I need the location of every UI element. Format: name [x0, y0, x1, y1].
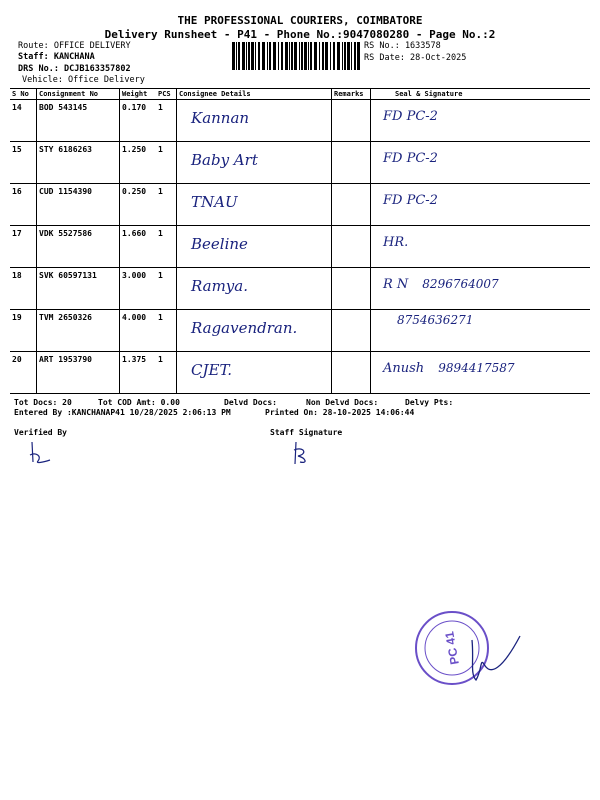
row-pcs: 1 [156, 226, 177, 268]
barcode-bar [294, 42, 297, 70]
col-seal: Seal & Signature [371, 89, 591, 100]
consignee-handwriting: TNAU [191, 193, 238, 211]
row-consignee [177, 226, 332, 268]
row-weight: 1.250 [120, 142, 157, 184]
barcode-bar [251, 42, 254, 70]
row-consignment-no: STY 6186263 [37, 142, 120, 184]
row-weight: 1.375 [120, 352, 157, 394]
row-consignee [177, 352, 332, 394]
barcode-bar [289, 42, 290, 70]
row-consignee [177, 100, 332, 142]
barcode-bar [236, 42, 237, 70]
row-sno: 19 [10, 310, 37, 352]
row-remarks [332, 268, 371, 310]
barcode-bar [322, 42, 324, 70]
row-consignee [177, 268, 332, 310]
phone-handwriting: 8296764007 [422, 277, 499, 291]
row-weight: 0.170 [120, 100, 157, 142]
row-sno: 17 [10, 226, 37, 268]
table-header-row [10, 89, 590, 100]
seal-handwriting: R N [383, 277, 409, 292]
consignee-handwriting: Baby Art [191, 151, 258, 169]
row-pcs: 1 [156, 184, 177, 226]
barcode-bar [337, 42, 340, 70]
table-row [10, 352, 590, 394]
row-sno: 20 [10, 352, 37, 394]
verified-by-label: Verified By [14, 428, 67, 437]
rs-no-label: RS No.: 1633578 [364, 41, 441, 51]
row-seal [371, 184, 591, 226]
barcode-bar [238, 42, 240, 70]
row-consignment-no: VDK 5527586 [37, 226, 120, 268]
barcode-bar [357, 42, 360, 70]
col-remarks: Remarks [332, 89, 371, 100]
barcode-bar [351, 42, 352, 70]
barcode-bar [291, 42, 293, 70]
stamp-signature [450, 630, 530, 690]
barcode-bar [269, 42, 271, 70]
col-consignee: Consignee Details [177, 89, 332, 100]
seal-handwriting: FD PC-2 [383, 109, 438, 124]
row-remarks [332, 352, 371, 394]
drs-label: DRS No.: DCJB163357802 [18, 64, 131, 74]
barcode-bar [325, 42, 328, 70]
barcode-bar [281, 42, 283, 70]
barcode-bar [299, 42, 300, 70]
row-consignment-no: SVK 60597131 [37, 268, 120, 310]
consignee-handwriting: Beeline [191, 235, 248, 253]
row-seal [371, 226, 591, 268]
row-weight: 0.250 [120, 184, 157, 226]
barcode-bar [267, 42, 268, 70]
consignee-handwriting: Ragavendran. [191, 319, 298, 337]
table-row [10, 310, 590, 352]
runsheet-title: Delivery Runsheet - P41 - Phone No.:9047080280 - Page No.:2 [104, 28, 496, 41]
row-weight: 3.000 [120, 268, 157, 310]
seal-handwriting: FD PC-2 [383, 151, 438, 166]
staff-signature-label: Staff Signature [270, 428, 343, 437]
printed-on: Printed On: 28-10-2025 14:06:44 [265, 408, 415, 417]
row-pcs: 1 [156, 100, 177, 142]
row-consignment-no: CUD 1154390 [37, 184, 120, 226]
seal-handwriting: HR. [383, 235, 409, 250]
delvy-pts: Delvy Pts: [405, 398, 454, 407]
barcode-bar [333, 42, 335, 70]
vehicle-label: Vehicle: Office Delivery [22, 75, 145, 85]
barcode-bar [330, 42, 331, 70]
row-sno: 18 [10, 268, 37, 310]
row-remarks [332, 100, 371, 142]
col-pcs: PCS [156, 89, 177, 100]
col-sno: S No [10, 89, 37, 100]
row-remarks [332, 142, 371, 184]
staff-signature [288, 440, 314, 466]
company-title: THE PROFESSIONAL COURIERS, COIMBATORE [177, 14, 423, 27]
barcode [232, 42, 360, 70]
barcode-bar [255, 42, 256, 70]
seal-handwriting: Anush [383, 361, 425, 376]
table-row [10, 142, 590, 184]
table-row [10, 226, 590, 268]
phone-handwriting: 8754636271 [397, 313, 474, 327]
barcode-bar [242, 42, 245, 70]
table-row [10, 184, 590, 226]
consignee-handwriting: CJET. [191, 361, 233, 379]
barcode-bar [347, 42, 350, 70]
row-sno: 15 [10, 142, 37, 184]
verified-signature [26, 440, 56, 466]
row-pcs: 1 [156, 310, 177, 352]
row-consignment-no: TVM 2650326 [37, 310, 120, 352]
row-consignee [177, 310, 332, 352]
row-sno: 16 [10, 184, 37, 226]
row-pcs: 1 [156, 142, 177, 184]
table-row [10, 100, 590, 142]
route-label: Route: OFFICE DELIVERY [18, 41, 131, 51]
barcode-bar [258, 42, 260, 70]
tot-docs: Tot Docs: 20 [14, 398, 72, 407]
barcode-bar [342, 42, 343, 70]
row-weight: 4.000 [120, 310, 157, 352]
col-weight: Weight [120, 89, 157, 100]
phone-handwriting: 9894417587 [438, 361, 515, 375]
row-seal [371, 142, 591, 184]
barcode-bar [308, 42, 309, 70]
consignee-handwriting: Kannan [191, 109, 250, 127]
row-consignment-no: ART 1953790 [37, 352, 120, 394]
row-sno: 14 [10, 100, 37, 142]
seal-handwriting: FD PC-2 [383, 193, 438, 208]
barcode-bar [354, 42, 356, 70]
row-remarks [332, 184, 371, 226]
barcode-bar [319, 42, 320, 70]
barcode-bar [344, 42, 346, 70]
barcode-bar [301, 42, 303, 70]
barcode-bar [273, 42, 276, 70]
row-seal [371, 100, 591, 142]
delvd-docs: Delvd Docs: [224, 398, 277, 407]
staff-label: Staff: KANCHANA [18, 52, 95, 62]
consignee-handwriting: Ramya. [191, 277, 248, 295]
table-row [10, 268, 590, 310]
entered-by: Entered By :KANCHANAP41 10/28/2025 2:06:13 PM [14, 408, 231, 417]
row-remarks [332, 226, 371, 268]
row-consignment-no: BOD 543145 [37, 100, 120, 142]
col-consignment: Consignment No [37, 89, 120, 100]
runsheet-table [10, 88, 590, 394]
row-seal [371, 352, 591, 394]
row-pcs: 1 [156, 352, 177, 394]
barcode-bar [262, 42, 265, 70]
barcode-bar [310, 42, 312, 70]
barcode-bar [304, 42, 307, 70]
row-seal [371, 268, 591, 310]
barcode-bar [232, 42, 235, 70]
row-pcs: 1 [156, 268, 177, 310]
row-consignee [177, 142, 332, 184]
barcode-bar [278, 42, 279, 70]
barcode-bar [248, 42, 250, 70]
barcode-bar [246, 42, 247, 70]
barcode-bar [285, 42, 288, 70]
row-remarks [332, 310, 371, 352]
row-consignee [177, 184, 332, 226]
tot-cod: Tot COD Amt: 0.00 [98, 398, 180, 407]
row-weight: 1.660 [120, 226, 157, 268]
non-delvd-docs: Non Delvd Docs: [306, 398, 379, 407]
row-seal [371, 310, 591, 352]
stamp-text: PC 41 [442, 630, 462, 666]
rs-date-label: RS Date: 28-Oct-2025 [364, 53, 467, 63]
table-body [10, 100, 590, 394]
barcode-bar [314, 42, 317, 70]
